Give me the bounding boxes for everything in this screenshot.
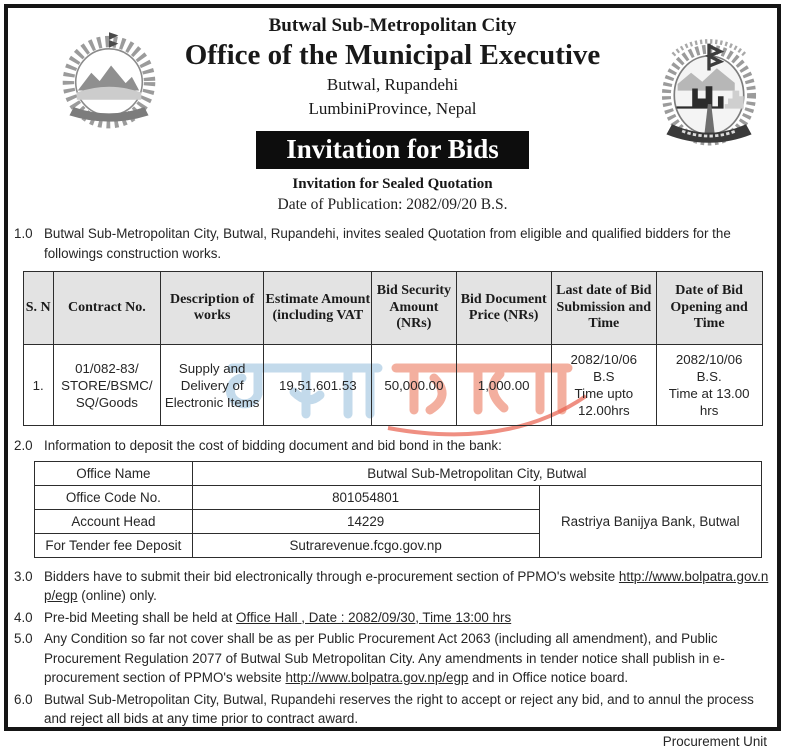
clause-5 bbox=[12, 629, 773, 688]
col-header-submission: Last date of Bid Submission and Time bbox=[551, 272, 656, 345]
bid-table bbox=[23, 271, 763, 426]
clause-4 bbox=[12, 608, 773, 628]
address-line1: Butwal, Rupandehi bbox=[326, 75, 459, 94]
opening-line-3: Time at 13.00 bbox=[668, 386, 750, 401]
submission-line-1: 2082/10/06 bbox=[570, 352, 638, 367]
submission-line-2: B.S bbox=[593, 369, 615, 384]
clause-5-text bbox=[44, 629, 771, 688]
nepal-government-emblem-logo bbox=[57, 28, 161, 130]
org-name: Butwal Sub-Metropolitan City bbox=[268, 15, 517, 36]
address-line2: LumbiniProvince, Nepal bbox=[308, 99, 477, 118]
clause-2 bbox=[12, 436, 773, 456]
cell-bid-security: 50,000.00 bbox=[372, 345, 456, 426]
cell-contract-no bbox=[53, 345, 160, 426]
nepal-emblem-icon bbox=[57, 28, 161, 130]
cell-sn: 1. bbox=[23, 345, 53, 426]
prebid-meeting-details: Office Hall , Date : 2082/09/30, Time 13:00 hrs bbox=[236, 609, 512, 625]
bank-label-account-head: Account Head bbox=[35, 509, 193, 533]
submission-line-4: 12.00hrs bbox=[577, 403, 630, 418]
bank-label-office-code: Office Code No. bbox=[35, 485, 193, 509]
submission-line-3: Time upto bbox=[574, 386, 634, 401]
cell-estimate-amount: 19,51,601.53 bbox=[264, 345, 372, 426]
contract-line-3: SQ/Goods bbox=[75, 394, 138, 410]
clause-1-number: 1.0 bbox=[14, 226, 33, 241]
col-header-doc-price: Bid Document Price (NRs) bbox=[456, 272, 551, 345]
bank-name-cell: Rastriya Banijya Bank, Butwal bbox=[539, 485, 761, 557]
procurement-unit-signature: Procurement Unit bbox=[662, 733, 767, 749]
col-header-bid-security: Bid Security Amount (NRs) bbox=[372, 272, 456, 345]
invitation-banner: Invitation for Bids bbox=[256, 131, 529, 169]
contract-line-1: 01/082-83/ bbox=[75, 360, 139, 376]
clause-5-number: 5.0 bbox=[14, 631, 33, 646]
opening-line-1: 2082/10/06 bbox=[675, 352, 743, 367]
clause-3-post: (online) only. bbox=[77, 588, 157, 603]
sealed-quotation-subtitle: Invitation for Sealed Quotation bbox=[292, 176, 493, 192]
contract-line-2: STORE/BSMC/ bbox=[61, 377, 153, 393]
bid-table-row bbox=[23, 345, 762, 426]
clause-6 bbox=[12, 690, 773, 729]
cell-description: Supply and Delivery of Electronic Items bbox=[160, 345, 263, 426]
bank-value-account-head: 14229 bbox=[192, 509, 539, 533]
bid-table-header-row bbox=[23, 272, 762, 345]
clause-2-text: Information to deposit the cost of bidding document and bid bond in the bank: bbox=[44, 438, 502, 453]
clause-2-number: 2.0 bbox=[14, 438, 33, 453]
col-header-estimate-amount: Estimate Amount (including VAT bbox=[264, 272, 372, 345]
masthead bbox=[12, 14, 773, 215]
cell-doc-price: 1,000.00 bbox=[456, 345, 551, 426]
bolpatra-link[interactable]: http://www.bolpatra.gov.np/egp bbox=[44, 568, 769, 603]
bank-label-office-name: Office Name bbox=[35, 461, 193, 485]
cell-submission bbox=[551, 345, 656, 426]
clause-1 bbox=[12, 224, 773, 263]
butwal-emblem-icon bbox=[653, 30, 765, 148]
bank-label-tender-fee: For Tender fee Deposit bbox=[35, 533, 193, 557]
col-header-opening: Date of Bid Opening and Time bbox=[656, 272, 762, 345]
clause-5-pre: Any Condition so far not cover shall be as per Public Procurement Act 2063 (including all amendment), and Public Procurement Regulation 2077 of Butwal Sub Metropolitan City. Any amendments in tender notice shall publish in e-procurement section of PPMO's website bbox=[44, 631, 725, 685]
bank-row-office-code bbox=[35, 485, 762, 509]
cell-opening bbox=[656, 345, 762, 426]
bank-value-tender-fee: Sutrarevenue.fcgo.gov.np bbox=[192, 533, 539, 557]
col-header-description: Description of works bbox=[160, 272, 263, 345]
clause-3-text bbox=[44, 567, 771, 606]
bank-value-office-code: 801054801 bbox=[192, 485, 539, 509]
document-body bbox=[12, 10, 773, 749]
opening-line-2: B.S. bbox=[696, 369, 722, 384]
publication-date: Date of Publication: 2082/09/20 B.S. bbox=[277, 196, 508, 213]
clause-3-pre: Bidders have to submit their bid electronically through e-procurement section of PPMO's website bbox=[44, 568, 619, 584]
col-header-contract-no: Contract No. bbox=[53, 272, 160, 345]
clause-3-number: 3.0 bbox=[14, 568, 33, 584]
clause-6-text: Butwal Sub-Metropolitan City, Butwal, Rupandehi reserves the right to accept or reject any bid, and to annul the process and reject all bids at any time prior to contract award. bbox=[44, 691, 754, 726]
bank-info-table bbox=[34, 461, 762, 558]
clause-5-post: and in Office notice board. bbox=[468, 670, 629, 685]
opening-line-4: hrs bbox=[699, 403, 719, 418]
clause-4-number: 4.0 bbox=[14, 609, 33, 625]
clause-1-text: Butwal Sub-Metropolitan City, Butwal, Rupandehi, invites sealed Quotation from eligible and qualified bidders for the followings construction works. bbox=[44, 226, 731, 261]
clause-3 bbox=[12, 567, 773, 606]
butwal-city-emblem-logo bbox=[653, 30, 765, 148]
bolpatra-link-2[interactable]: http://www.bolpatra.gov.np/egp bbox=[285, 670, 469, 685]
office-title: Office of the Municipal Executive bbox=[184, 39, 601, 71]
bank-value-office-name: Butwal Sub-Metropolitan City, Butwal bbox=[192, 461, 761, 485]
clause-4-text bbox=[44, 608, 771, 628]
bank-row-office-name bbox=[35, 461, 762, 485]
col-header-sn: S. N bbox=[23, 272, 53, 345]
clause-6-number: 6.0 bbox=[14, 691, 33, 707]
clause-4-pre: Pre-bid Meeting shall be held at bbox=[44, 609, 237, 625]
